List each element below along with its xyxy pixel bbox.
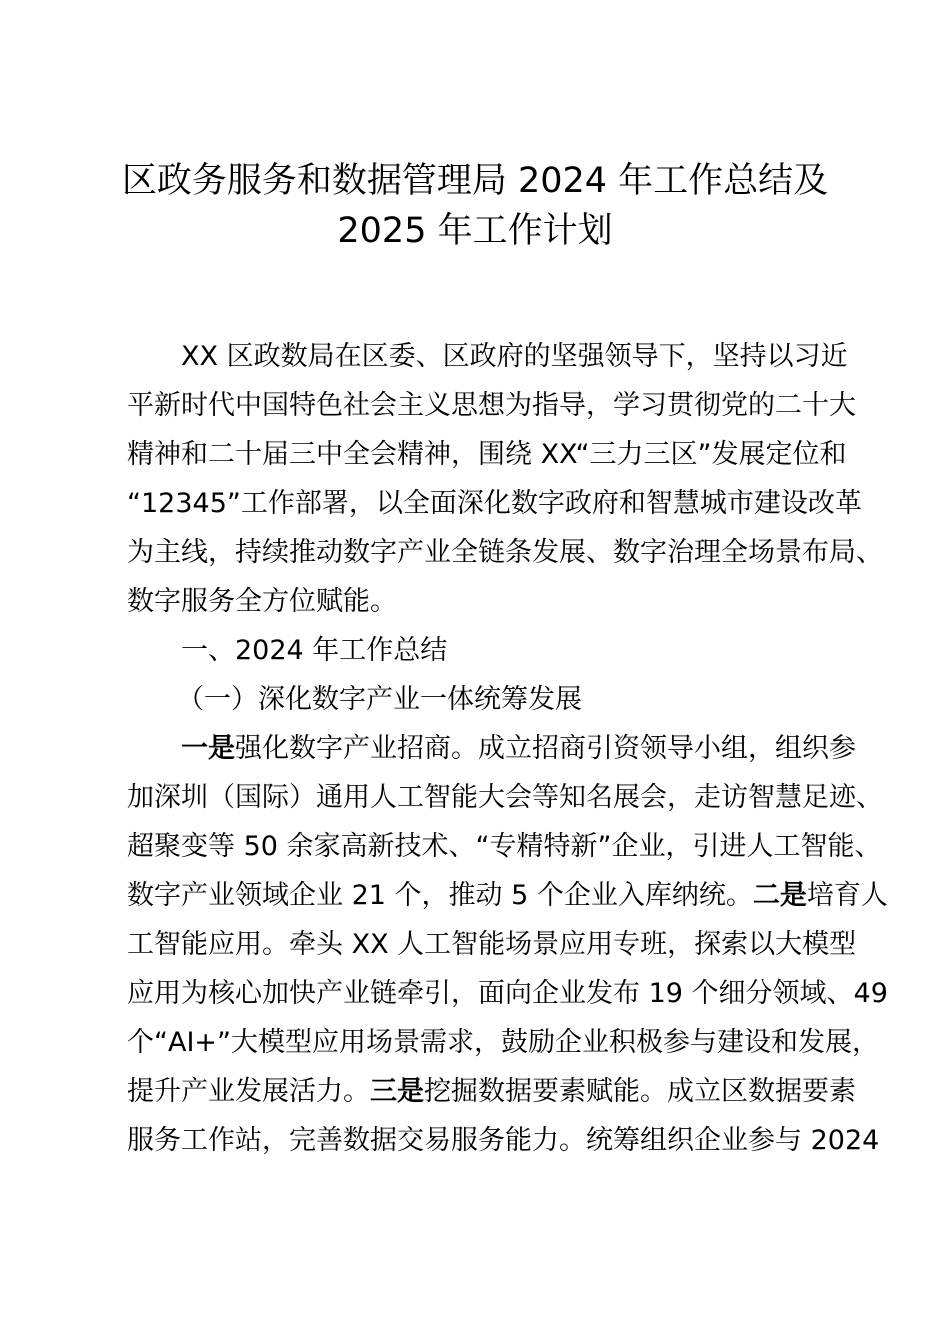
paragraph-line: 加深圳（国际）通用人工智能大会等知名展会，走访智慧足迹、 [127, 782, 883, 813]
emphasis-label: 一是 [181, 733, 235, 764]
paragraph-line [127, 724, 856, 773]
section-heading: 一、2024 年工作总结 [181, 635, 448, 666]
intro-line: 精神和二十届三中全会精神，围绕 XX“三力三区”发展定位和 [127, 439, 847, 470]
document-title-line-2: 2025 年工作计划 [337, 211, 613, 251]
paragraph-text: 培育人 [806, 880, 888, 911]
paragraph-text: 数字产业领域企业 21 个，推动 5 个企业入库纳统。 [127, 880, 753, 911]
paragraph-line: 应用为核心加快产业链牵引，面向企业发布 19 个细分领域、49 [127, 978, 888, 1009]
paragraph-line: 超聚变等 50 余家高新技术、“专精特新”企业，引进人工智能、 [127, 831, 882, 862]
emphasis-label: 二是 [752, 880, 807, 911]
paragraph-line [127, 1067, 856, 1116]
paragraph-line: 工智能应用。牵头 XX 人工智能场景应用专班，探索以大模型 [127, 929, 857, 960]
document-title-line-1: 区政务服务和数据管理局 2024 年工作总结及 [121, 161, 829, 201]
paragraph-text: 挖掘数据要素赋能。成立区数据要素 [424, 1076, 856, 1107]
paragraph-text: 提升产业发展活力。 [127, 1076, 370, 1107]
document-body [127, 332, 888, 1165]
intro-line: 为主线，持续推动数字产业全链条发展、数字治理全场景布局、 [127, 537, 883, 568]
paragraph-line: 个“AI+”大模型应用场景需求，鼓励企业积极参与建设和发展， [127, 1027, 880, 1058]
intro-line: XX 区政数局在区委、区政府的坚强领导下，坚持以习近 [181, 341, 848, 372]
intro-line: 平新时代中国特色社会主义思想为指导，学习贯彻党的二十大 [127, 390, 856, 421]
intro-line: 数字服务全方位赋能。 [127, 586, 397, 617]
paragraph-text: 强化数字产业招商。成立招商引资领导小组，组织参 [235, 733, 856, 764]
intro-line: “12345”工作部署，以全面深化数字政府和智慧城市建设改革 [127, 488, 862, 519]
paragraph-line: 服务工作站，完善数据交易服务能力。统筹组织企业参与 2024 [127, 1125, 880, 1156]
paragraph-line [127, 871, 888, 920]
subsection-heading: （一）深化数字产业一体统筹发展 [177, 684, 582, 715]
emphasis-label: 三是 [370, 1076, 424, 1107]
